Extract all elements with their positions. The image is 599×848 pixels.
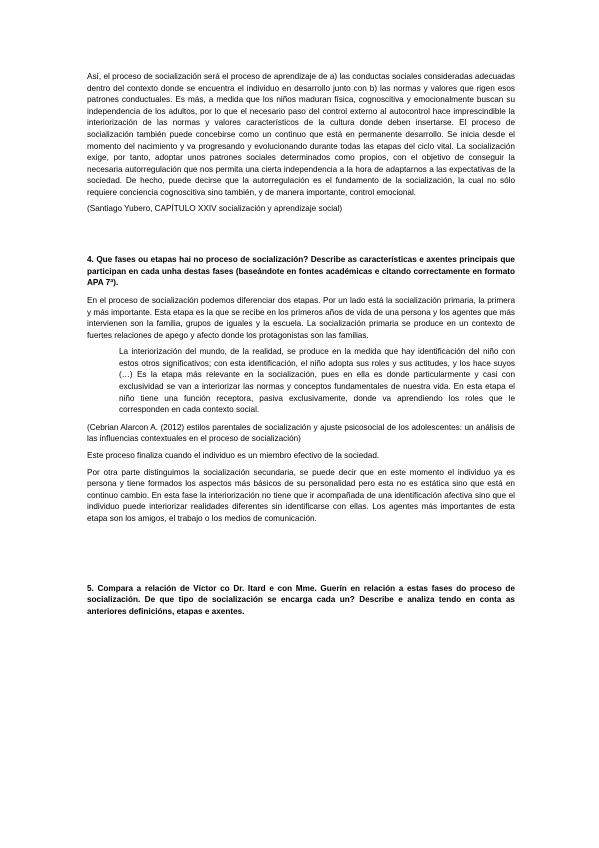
question-4-heading: 4. Que fases ou etapas hai no proceso de socialización? Describe as características e axentes principais que participan en cada unha destas fases (baseándote en fontes académicas e citando correctamente en formato APA 7ª).	[87, 255, 515, 288]
citation-yubero: (Santiago Yubero, CAPÍTULO XXIV socialización y aprendizaje social)	[87, 203, 343, 213]
answer-4-secondary: Por otra parte distinguimos la socialización secundaria, se puede decir que en este momento el individuo ya es persona y tiene formados los aspectos más básicos de su personalidad pero esta no es estática sino que está en continuo cambio. En esta fase la interiorización no tiene que ir acompañada de una identificación afectiva sino que el individuo puede interiorizar realidades diferentes sin identificarse con ellas. Los agentes más importantes de esta etapa son los amigos, el trabajo o los medios de comunicación.	[87, 467, 515, 523]
block-quote: La interiorización del mundo, de la realidad, se produce en la medida que hay identificación del niño con estos otros significativos; con esta identificación, el niño adopta sus roles y sus actitudes, y los hace suyos (…) Es la etapa más relevante en la socialización, pues en ella es donde particularmente y casi con exclusividad se van a interiorizar las normas y conceptos fundamentales de nuestra vida. En esta etapa el niño tiene una función receptora, pasiva exclusivamente, donde va aprendiendo los roles que le corresponden en cada contexto social.	[119, 347, 515, 415]
answer-4-end: Este proceso finaliza cuando el individuo es un miembro efectivo de la sociedad.	[87, 451, 380, 461]
paragraph-socialization-process: Así, el proceso de socialización será el proceso de aprendizaje de a) las conductas sociales consideradas adecuadas dentro del contexto donde se encuentra el individuo en desarrollo junto con b) las normas y valores que rigen esos patrones conductuales. Es más, a medida que los niños maduran física, cognoscitiva y emocionalmente buscan su independencia de los adultos, por lo que el necesario paso del control externo al autocontrol hace imprescindible la interiorización de las normas y valores característicos de la cultura donde deben insertarse. El proceso de socialización también puede concebirse como un continuo que está en permanente desarrollo. Se inicia desde el momento del nacimiento y va progresando y evolucionando durante todas las etapas del ciclo vital. La socialización exige, por tanto, adoptar unos patrones sociales determinados como propios, con el objetivo de conseguir la necesaria autorregulación que nos permita una cierta independencia a la hora de adaptarnos a las expectativas de la sociedad. De hecho, puede decirse que la autorregulación es el fundamento de la socialización, la cual no sólo requiere conciencia cognoscitiva sino también, y de manera importante, control emocional.	[87, 72, 515, 197]
question-5-heading: 5. Compara a relación de Víctor co Dr. Itard e con Mme. Guerín en relación a estas fases do proceso de socialización. De que tipo de socialización se encarga cada un? Describe e analiza tendo en conta as anteriores definicións, etapas e axentes.	[87, 583, 515, 616]
citation-cebrian: (Cebrian Alarcon A. (2012) estilos parentales de socialización y ajuste psicosocial de los adolescentes: un análisis de las influencias contextuales en el proceso de socialización)	[87, 422, 515, 444]
answer-4-intro: En el proceso de socialización podemos diferenciar dos etapas. Por un lado está la socialización primaria, la primera y más importante. Esta etapa es la que se recibe en los primeros años de vida de una persona y los agentes que más intervienen son la familia, grupos de iguales y la escuela. La socialización primaria se produce en un contexto de fuertes relaciones de apego y afecto donde los protagonistas son las familias.	[87, 295, 515, 340]
